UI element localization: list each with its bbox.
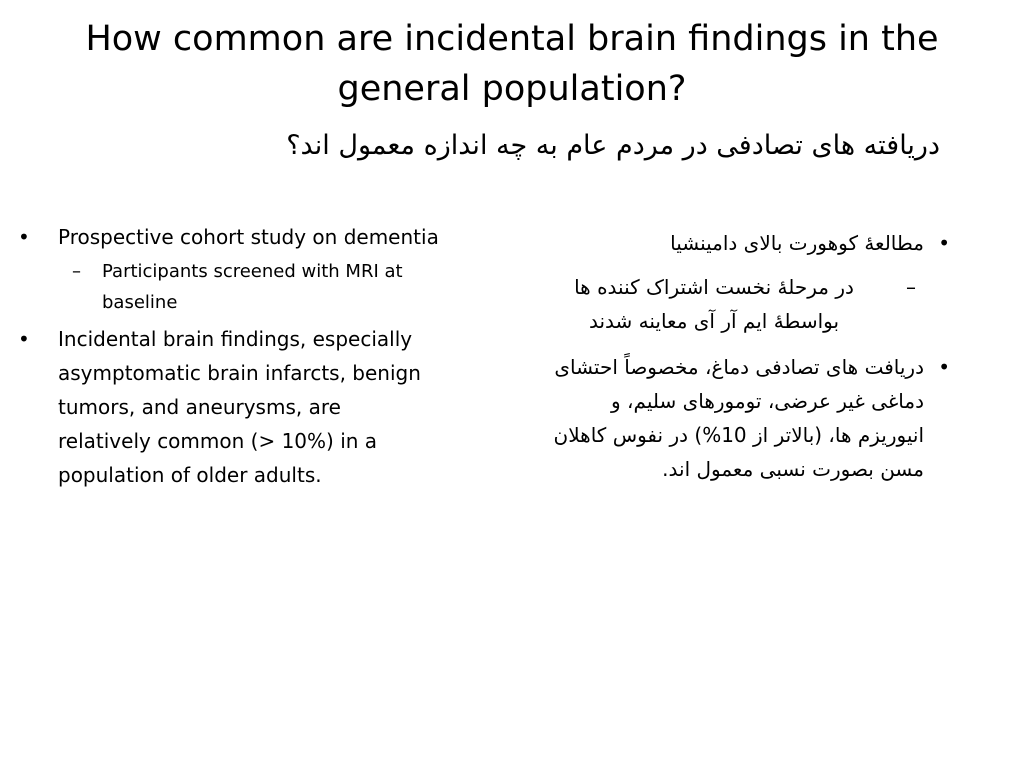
left-column-english — [18, 220, 440, 492]
bullet-text: دریافت های تصادفی دماغ، مخصوصاً احتشای دماغی غیر عرضی، تومورهای سلیم، و انیوریزم ها، (بالاتر از 10%) در نفوس کاهلان مسن بصورت نسبی معمول اند. — [553, 355, 924, 481]
slide-title: How common are incidental brain findings in the general population? — [85, 19, 939, 109]
sub-bullet-text: در مرحلۀ نخست اشتراک کننده ها بواسطۀ ایم آر آی معاینه شدند — [574, 275, 854, 333]
bullet-icon: • — [18, 225, 30, 249]
bullet-text: Prospective cohort study on dementia — [58, 225, 439, 249]
bullet-icon: • — [938, 231, 950, 255]
bullet-item — [18, 220, 440, 254]
slide-subtitle-persian: دریافته های تصادفی در مردم عام به چه اندازه معمول اند؟ — [286, 130, 940, 161]
dash-icon: – — [906, 275, 916, 299]
bullet-item — [18, 322, 440, 492]
bullet-item — [540, 226, 950, 260]
sub-bullet-text: Participants screened with MRI at baseline — [102, 261, 403, 313]
bullet-icon: • — [938, 355, 950, 379]
right-column-persian — [540, 226, 950, 496]
sub-bullet-item — [540, 270, 950, 338]
bullet-icon: • — [18, 327, 30, 351]
bullet-text: Incidental brain findings, especially asymptomatic brain infarcts, benign tumors, and aneurysms, are relatively common (> 10%) in a population of older adults. — [58, 327, 421, 487]
bullet-text: مطالعۀ کوهورت بالای دامینشیا — [670, 231, 924, 255]
sub-bullet-item — [18, 256, 440, 318]
bullet-item — [540, 350, 950, 486]
dash-icon: – — [72, 261, 81, 282]
